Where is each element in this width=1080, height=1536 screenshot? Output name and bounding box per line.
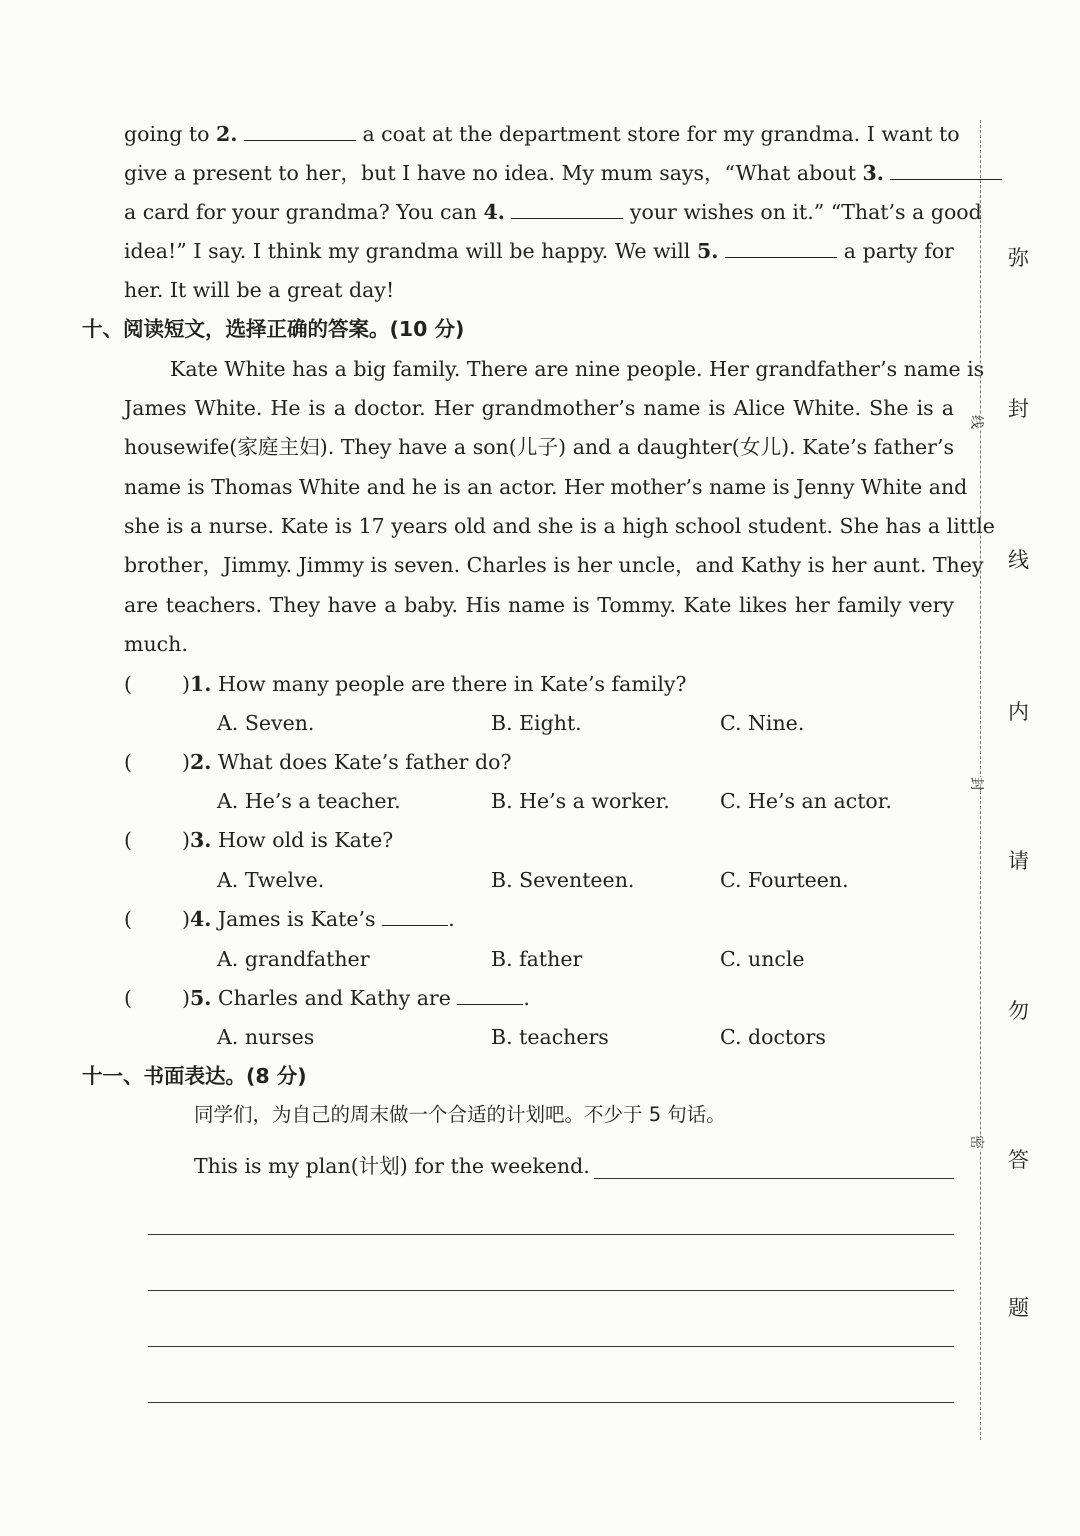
q5-blank xyxy=(457,984,523,1005)
answer-slot-1[interactable]: )1. How many people are there in Kate’s family? xyxy=(182,672,687,696)
margin-char-5: 请 xyxy=(1008,849,1029,873)
q1-option-a[interactable]: A. Seven. xyxy=(217,711,315,735)
margin-char-2: 封 xyxy=(1008,397,1029,421)
answer-slot-4[interactable]: )4. James is Kate’s . xyxy=(182,907,455,931)
answer-slot-2[interactable]: )2. What does Kate’s father do? xyxy=(182,750,512,774)
writing-line-1[interactable] xyxy=(148,1234,954,1235)
writing-line-0[interactable] xyxy=(594,1178,954,1179)
writing-starter: This is my plan(计划) for the weekend. xyxy=(194,1154,590,1178)
passage-line-4: name is Thomas White and he is an actor. Her mother’s name is Jenny White and xyxy=(124,475,968,499)
cloze-blank-5[interactable] xyxy=(725,237,837,258)
seal-label-xian: 线 xyxy=(965,415,989,429)
margin-char-1: 弥 xyxy=(1008,246,1029,270)
margin-char-8: 题 xyxy=(1008,1296,1029,1320)
q2-option-a[interactable]: A. He’s a teacher. xyxy=(217,789,401,813)
q3-option-c[interactable]: C. Fourteen. xyxy=(720,868,849,892)
passage-line-6: brother，Jimmy. Jimmy is seven. Charles is her uncle，and Kathy is her aunt. They xyxy=(124,553,984,577)
seal-label-feng: 封 xyxy=(965,777,989,791)
q1-option-c[interactable]: C. Nine. xyxy=(720,711,805,735)
cloze-blank-4[interactable] xyxy=(511,198,623,219)
q5-option-c[interactable]: C. doctors xyxy=(720,1025,826,1049)
writing-line-2[interactable] xyxy=(148,1290,954,1291)
seal-label-mi: 密 xyxy=(965,1135,989,1149)
answer-slot-3[interactable]: )3. How old is Kate? xyxy=(182,828,394,852)
margin-char-6: 勿 xyxy=(1008,999,1029,1023)
cloze-line-4: idea!” I say. I think my grandma will be happy. We will 5. a party for xyxy=(124,239,954,263)
writing-instruction: 同学们，为自己的周末做一个合适的计划吧。不少于 5 句话。 xyxy=(194,1103,726,1126)
q4-option-c[interactable]: C. uncle xyxy=(720,947,805,971)
q3-option-b[interactable]: B. Seventeen. xyxy=(491,868,635,892)
q5-option-b[interactable]: B. teachers xyxy=(491,1025,609,1049)
section-11-heading: 十一、书面表达。(8 分) xyxy=(82,1064,307,1088)
passage-line-7: are teachers. They have a baby. His name is Tommy. Kate likes her family very xyxy=(124,593,954,617)
answer-slot-5[interactable]: )5. Charles and Kathy are . xyxy=(182,986,530,1010)
margin-char-4: 内 xyxy=(1008,700,1029,724)
passage-line-3: housewife(家庭主妇). They have a son(儿子) and a daughter(女儿). Kate’s father’s xyxy=(124,435,954,459)
q2-option-c[interactable]: C. He’s an actor. xyxy=(720,789,892,813)
writing-line-3[interactable] xyxy=(148,1346,954,1347)
passage-line-2: James White. He is a doctor. Her grandmother’s name is Alice White. She is a xyxy=(124,396,954,420)
exam-page: going to 2. a coat at the department store for my grandma. I want to give a present to her，but I have no idea. My mum says，“What about 3. a card for your grandma? You can 4. your wishes on it.” “That’s a good idea!” I say. I think my grandma will be happy. We will 5. a party for her. It will be a great day! 十、阅读短文，选择正确的答案。(10 分) Kate White has a big family. There are nine people. Her grandfather’s name is James White. He is a doctor. Her grandmother’s name is Alice White. She is a housewife(家庭主妇). They have a son(儿子) and a daughter(女儿). Kate’s father’s name is Thomas White and he is an actor. Her mother’s name is Jenny White and she is a nurse. Kate is 17 years old and she is a high school student. She has a little brother，Jimmy. Jimmy is seven. Charles is her uncle，and Kathy is her aunt. They are teachers. They have a baby. His name is Tommy. Kate likes her family very much. ( )1. How many people are there in Kate’s family? A. Seven. B. Eight. C. Nine. ( )2. What does Kate’s father do? A. He’s a teacher. B. He’s a worker. C. He’s an actor. ( )3. How old is Kate? A. Twelve. B. Seventeen. C. Fourteen. ( )4. James is Kate’s . A. grandfather B. father C. uncle ( )5. Charles and Kathy are . A. nurses B. teachers C. doctors 十一、书面表达。(8 分) 同学们，为自己的周末做一个合适的计划吧。不少于 5 句话。 This is my plan(计划) for the weekend. 线 封 密 弥 封 线 内 请 勿 答 题 xyxy=(0,0,1080,1536)
writing-line-4[interactable] xyxy=(148,1402,954,1403)
margin-char-3: 线 xyxy=(1008,548,1029,572)
q5-option-a[interactable]: A. nurses xyxy=(217,1025,315,1049)
q2-option-b[interactable]: B. He’s a worker. xyxy=(491,789,670,813)
q4-option-b[interactable]: B. father xyxy=(491,947,583,971)
q4-option-a[interactable]: A. grandfather xyxy=(217,947,370,971)
margin-char-7: 答 xyxy=(1008,1148,1029,1172)
cloze-blank-3[interactable] xyxy=(890,159,1002,180)
cloze-line-2: give a present to her，but I have no idea. My mum says，“What about 3. xyxy=(124,159,954,187)
passage-line-1: Kate White has a big family. There are nine people. Her grandfather’s name is xyxy=(170,357,985,381)
section-10-heading: 十、阅读短文，选择正确的答案。(10 分) xyxy=(82,317,465,341)
q3-option-a[interactable]: A. Twelve. xyxy=(217,868,325,892)
cloze-line-5: her. It will be a great day! xyxy=(124,278,395,302)
cloze-line-1: going to 2. a coat at the department store for my grandma. I want to xyxy=(124,122,960,146)
passage-line-8: much. xyxy=(124,632,188,656)
passage-line-5: she is a nurse. Kate is 17 years old and she is a high school student. She has a little xyxy=(124,514,995,538)
q1-option-b[interactable]: B. Eight. xyxy=(491,711,582,735)
cloze-line-3: a card for your grandma? You can 4. your wishes on it.” “That’s a good xyxy=(124,200,982,224)
cloze-blank-2[interactable] xyxy=(244,120,356,141)
q4-blank xyxy=(382,905,448,926)
